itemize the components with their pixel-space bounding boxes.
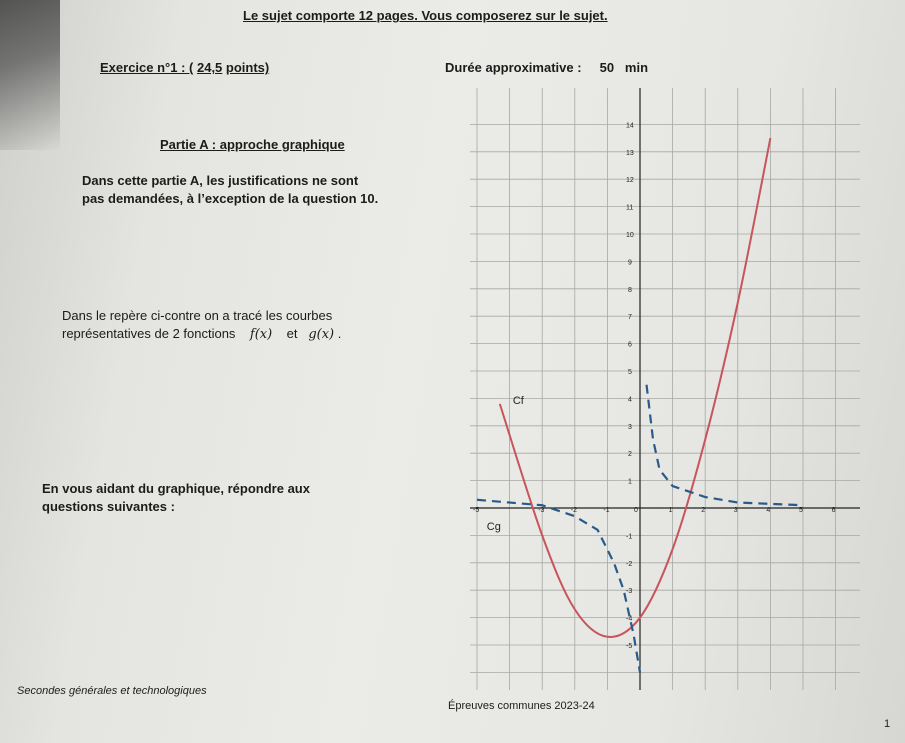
x-tick-label: -3 [538, 507, 545, 514]
conjunction: et [286, 326, 298, 341]
x-tick-label: -1 [603, 507, 610, 514]
duration-unit: min [624, 60, 649, 75]
curve-label-cg: Cg [486, 520, 501, 533]
y-tick-label: -4 [626, 615, 633, 623]
duration-value: 50 [599, 60, 615, 75]
y-tick-label: 5 [628, 369, 632, 376]
function-g: g(x) [308, 327, 335, 342]
curve-cg [647, 385, 803, 506]
function-f: f(x) [249, 327, 273, 342]
y-tick-label: 14 [626, 122, 634, 130]
statement-text: représentatives de 2 fonctions [62, 326, 236, 341]
y-tick-label: 8 [628, 286, 632, 294]
y-tick-label: 7 [628, 314, 632, 322]
footer-class-level: Secondes générales et technologiques [17, 685, 207, 697]
y-tick-label: 2 [628, 451, 632, 459]
y-tick-label: -1 [626, 533, 633, 541]
questions-line-2: questions suivantes : [42, 499, 175, 514]
x-tick-label: 0 [634, 507, 638, 514]
x-tick-label: 1 [668, 507, 673, 514]
x-tick-label: 2 [701, 507, 706, 514]
curve-cf [500, 138, 771, 637]
x-tick-label: 5 [799, 507, 803, 514]
x-tick-label: 3 [733, 507, 738, 514]
statement-line-1: Dans le repère ci-contre on a tracé les courbes [62, 308, 333, 323]
curve-label-cf: Cf [512, 394, 524, 407]
statement-end: . [337, 326, 342, 341]
y-tick-label: -2 [626, 560, 633, 568]
y-tick-label: 4 [628, 396, 632, 404]
y-tick-label: 3 [628, 423, 632, 431]
instructions-line-1: Dans cette partie A, les justifications ne sont [82, 173, 359, 188]
exercise-points-unit: points) [225, 60, 270, 75]
part-a-title: Partie A : approche graphique [160, 137, 345, 152]
y-tick-label: 10 [626, 232, 634, 239]
footer-exam-name: Épreuves communes 2023-24 [448, 700, 595, 712]
instructions-line-2: pas demandées, à l’exception de la question 10. [82, 191, 379, 206]
y-tick-label: 13 [626, 149, 634, 157]
duration-label: Durée approximative : [445, 60, 582, 75]
questions-line-1: En vous aidant du graphique, répondre aux [42, 481, 310, 496]
exercise-points: 24,5 [196, 60, 223, 75]
x-tick-label: 4 [766, 507, 771, 514]
page-number: 1 [884, 718, 891, 730]
y-tick-label: 6 [628, 341, 632, 349]
curve-cg [477, 500, 640, 673]
y-tick-label: 12 [626, 177, 634, 185]
y-tick-label: 11 [626, 204, 634, 212]
x-tick-label: -5 [473, 507, 480, 514]
y-tick-label: -3 [626, 588, 633, 596]
x-tick-label: 6 [831, 507, 836, 514]
page-header-note: Le sujet comporte 12 pages. Vous composerez sur le sujet. [243, 8, 608, 23]
x-tick-label: -2 [570, 507, 578, 514]
y-tick-label: 9 [628, 259, 632, 267]
exercise-label: Exercice n°1 : ( [100, 60, 194, 75]
y-tick-label: 1 [628, 478, 632, 486]
y-tick-label: -5 [626, 643, 633, 650]
